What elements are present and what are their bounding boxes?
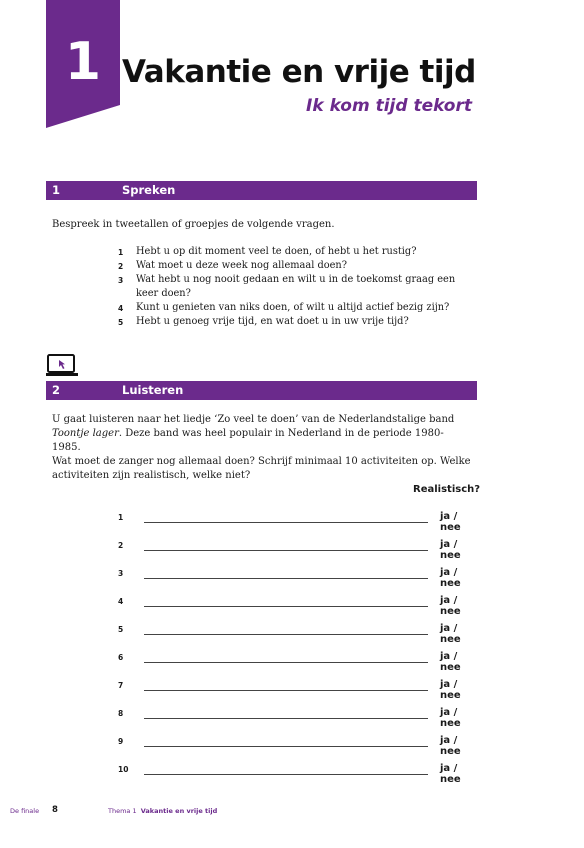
answer-row: 6 ja / nee	[118, 651, 461, 673]
answer-row: 2 ja / nee	[118, 539, 461, 561]
answer-line[interactable]	[144, 606, 428, 607]
page-number: 8	[52, 805, 58, 815]
answer-line[interactable]	[144, 522, 428, 523]
answer-row: 9 ja / nee	[118, 735, 461, 757]
section-1-title: Spreken	[122, 183, 176, 197]
question-list	[118, 245, 458, 329]
footer-theme: Thema 1 Vakantie en vrije tijd	[108, 807, 218, 815]
question-item: 5 Hebt u genoeg vrije tijd, en wat doet u in uw vrije tijd?	[118, 316, 409, 327]
answer-line[interactable]	[144, 718, 428, 719]
answer-line[interactable]	[144, 578, 428, 579]
answer-row: 5 ja / nee	[118, 623, 461, 645]
answer-row: 7 ja / nee	[118, 679, 461, 701]
answer-line[interactable]	[144, 774, 428, 775]
answer-line[interactable]	[144, 746, 428, 747]
answer-row: 8 ja / nee	[118, 707, 461, 729]
chapter-subtitle: Ik kom tijd tekort	[306, 96, 472, 116]
answer-row: 1 ja / nee	[118, 511, 461, 533]
section-2-title: Luisteren	[122, 383, 184, 397]
laptop-icon	[46, 354, 78, 378]
answer-row: 3 ja / nee	[118, 567, 461, 589]
question-item: 1 Hebt u op dit moment veel te doen, of hebt u het rustig?	[118, 246, 417, 257]
answer-line[interactable]	[144, 550, 428, 551]
question-item: 3 Wat hebt u nog nooit gedaan en wilt u in de toekomst graag een keer doen?	[118, 274, 456, 299]
section-2-number: 2	[52, 383, 61, 397]
section-1-number: 1	[52, 183, 61, 197]
question-item: 2 Wat moet u deze week nog allemaal doen?	[118, 260, 347, 271]
section-2-header	[46, 381, 477, 400]
question-item: 4 Kunt u genieten van niks doen, of wilt u altijd actief bezig zijn?	[118, 302, 450, 313]
answer-line[interactable]	[144, 662, 428, 663]
chapter-title: Vakantie en vrije tijd	[122, 54, 476, 90]
section-1-intro: Bespreek in tweetallen of groepjes de volgende vragen.	[52, 219, 335, 230]
answer-row: 10 ja / nee	[118, 763, 461, 785]
section-2-task: Wat moet de zanger nog allemaal doen? Schrijf minimaal 10 activiteiten op. Welke activiteiten zijn realistisch, welke niet?	[52, 456, 471, 481]
band-name: Toontje lager	[52, 428, 119, 439]
answer-row: 4 ja / nee	[118, 595, 461, 617]
realistic-column-header: Realistisch?	[413, 484, 481, 495]
chapter-number: 1	[64, 32, 102, 92]
answer-line[interactable]	[144, 634, 428, 635]
answer-line[interactable]	[144, 690, 428, 691]
section-1-header	[46, 181, 477, 200]
footer-brand: De finale	[10, 807, 40, 815]
section-2-intro: U gaat luisteren naar het liedje ‘Zo veel te doen’ van de Nederlandstalige band Toontje lager. Deze band was heel populair in Nederland in de periode 1980-1985.	[52, 414, 455, 453]
